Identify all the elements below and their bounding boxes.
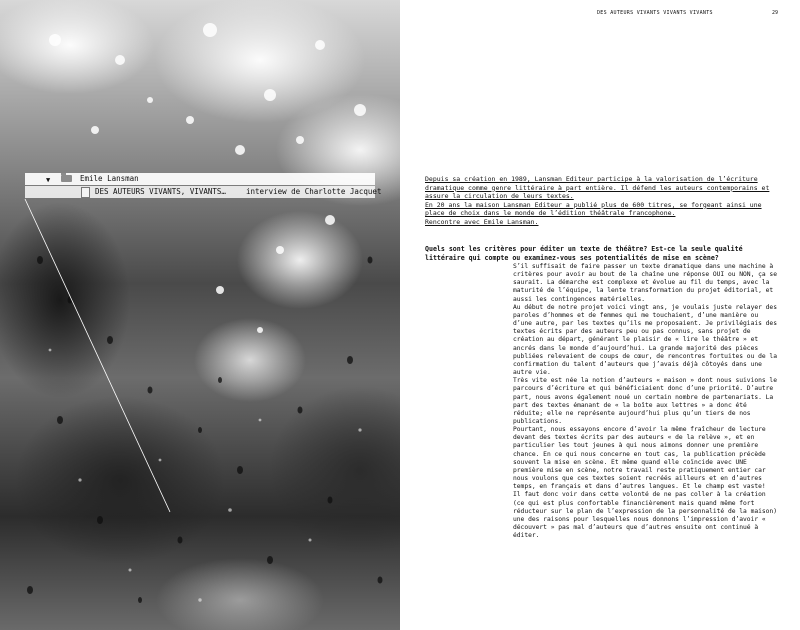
answer-paragraph: S’il suffisait de faire passer un texte dramatique dans une machine à critères pour avoir au bout de la chaîne une réponse OUI ou NON, ça se saurait. La démarche est complexe et évolue au fil du temps, avec la maturité de l’équipe, la lente transformation du projet éditorial, et aussi les contingences matérielles. [513,263,777,303]
file-browser [25,173,382,199]
intro-paragraph: En 20 ans la maison Lansman Editeur a publié plus de 600 titres, se forgeant ainsi une place de choix dans le monde de l’édition théâtrale francophone. [425,200,762,218]
disclosure-triangle-icon[interactable]: ▼ [46,176,51,184]
file-subtitle: interview de Charlotte Jacquet [246,187,382,196]
document-icon [81,187,90,198]
folder-row[interactable] [25,173,375,185]
intro-paragraph: Depuis sa création en 1989, Lansman Editeur participe à la valorisation de l’écriture dramatique comme genre littéraire à part entière. Il défend les auteurs contemporains et assure la circulation de leurs textes. [425,175,770,201]
file-title: DES AUTEURS VIVANTS, VIVANTS… [95,187,226,196]
interview-question: Quels sont les critères pour éditer un texte de théâtre? Est-ce la seule qualité littéraire qui compte ou examinez-vous ses potentialités de mise en scène? [425,245,743,262]
folder-icon [61,175,72,182]
answer-paragraph: Il faut donc voir dans cette volonté de ne pas coller à la création (ce qui est plus confortable financièrement mais quand même fort réducteur sur le plan de l’expression de la personnalité de la maison) une des raisons pour lesquelles nous donnons l’impression d’avoir « découvert » pas mal d’auteurs que d’autres ensuite ont continué à éditer. [513,491,777,540]
running-title: DES AUTEURS VIVANTS VIVANTS VIVANTS [597,10,713,16]
intro-block [425,175,780,227]
intro-paragraph: Rencontre avec Emile Lansman. [425,217,539,226]
answer-paragraph: Pourtant, nous essayons encore d’avoir la même fraîcheur de lecture devant des textes écrits par des auteurs « de la relève », et en particulier les tout jeunes à qui nous aimons donner une première chance. En ce qui nous concerne en tout cas, la publication précède souvent la mise en scène. Et même quand elle coïncide avec UNE première mise en scène, notre travail reste pratiquement entier car nous voulons que ces textes soient recréés ailleurs et en d’autres temps, en français et dans d’autres langues. Et le champ est vaste! [513,426,766,491]
file-row[interactable] [25,186,382,198]
folder-name: Emile Lansman [80,174,139,183]
answer-paragraph: Très vite est née la notion d’auteurs « maison » dont nous suivions le parcours d’écriture et qui bénéficiaient donc d’une priorité. D’autre part, nous avons également noué un certain nombre de partenariats. La part des textes émanant de « la boîte aux lettres » a donc été réduite; elle ne représente aujourd’hui plus qu’un tiers de nos publications. [513,377,777,425]
page-number: 29 [772,10,779,16]
answer-paragraph: Au début de notre projet voici vingt ans, je voulais juste relayer des paroles d’hommes et de femmes qui me touchaient, d’une manière ou d’une autre, par les textes qu’ils me proposaient. Je privilégiais des textes écrits par des auteurs peu ou pas connus, sans projet de création au départ, générant le plaisir de « lire le théâtre » et ancrés dans le monde d’aujourd’hui. La grande majorité des pièces publiées relevaient de coups de cœur, de rencontres fortuites ou de la confirmation du talent d’auteurs que j’avais déjà côtoyés dans une autre vie. [513,303,777,377]
interview-answer [513,263,779,540]
pointer-line [25,199,170,512]
